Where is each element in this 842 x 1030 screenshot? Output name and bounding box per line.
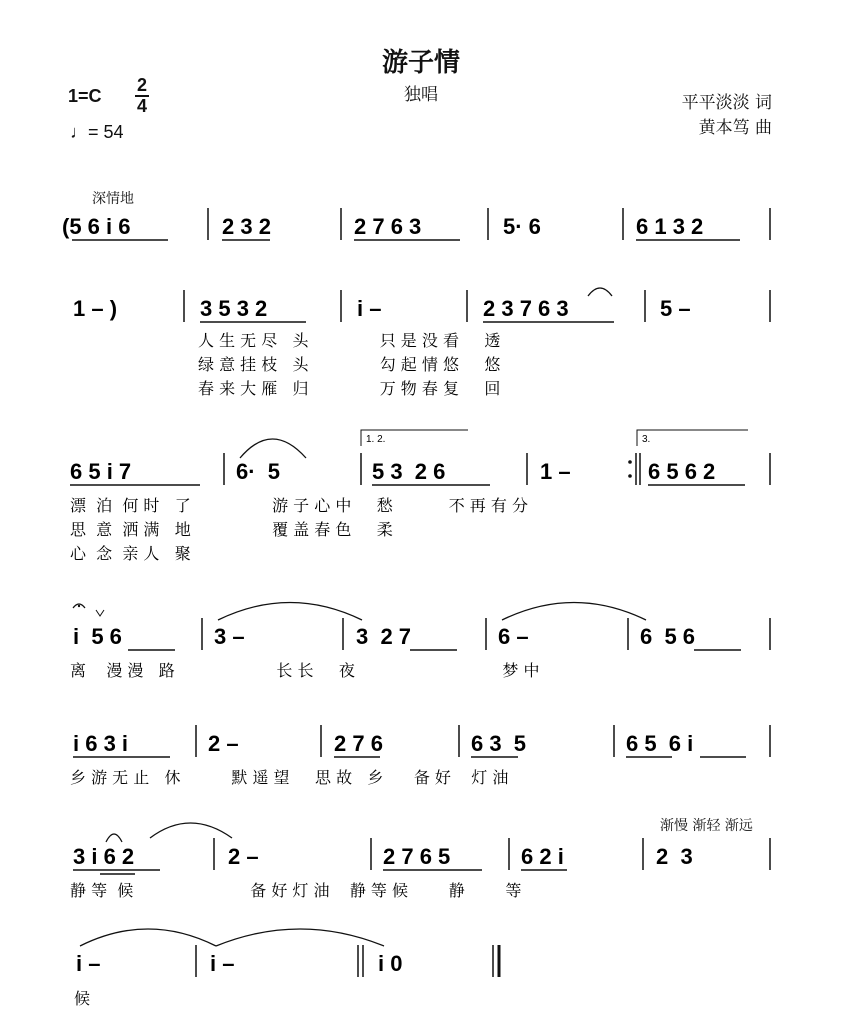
lyric-line: 乡 游 无 止 休 默 遥 望 思 故 乡 备 好 灯 油 <box>70 768 509 787</box>
tie <box>216 929 384 946</box>
note-group: 6 5 6 2 <box>648 459 716 484</box>
row-6 <box>70 823 770 900</box>
note-group: i 0 <box>378 951 403 976</box>
lyric-line: 离 漫 漫 路 长 长 夜 梦 中 <box>70 661 540 680</box>
note-group: 3 i 6 2 <box>73 844 135 869</box>
note-group: 6 5 i 7 <box>70 459 132 484</box>
fermata-dot <box>78 605 80 607</box>
row-1 <box>62 208 770 240</box>
tie <box>80 929 216 946</box>
slur <box>240 439 306 458</box>
composer-credit: 黄本笃 曲 <box>698 118 772 138</box>
row-2 <box>73 288 770 398</box>
note-group: 6 5 6 <box>640 624 696 649</box>
lyric-line: 漂 泊 何 时 了 游 子 心 中 愁 不 再 有 分 <box>70 496 528 515</box>
note-group: (5 6 i 6 <box>62 214 131 239</box>
note-group: 2 – <box>228 844 259 869</box>
row-5 <box>70 725 770 787</box>
note-group: 2 3 <box>656 844 693 869</box>
note-group: 2 – <box>208 731 239 756</box>
note-group: 6 3 5 <box>471 731 527 756</box>
note-group: 6 5 6 i <box>626 731 694 756</box>
repeat-dot <box>628 460 632 464</box>
note-group: i – <box>210 951 235 976</box>
time-numerator: 2 <box>136 75 147 95</box>
note-group: 1 – ) <box>73 296 118 321</box>
volta-label: 3. <box>642 434 651 445</box>
slur <box>588 288 612 296</box>
note-group: 5· 6 <box>503 214 541 239</box>
key-signature: 1=C <box>68 86 102 106</box>
lyric-line: 静 等 候 备 好 灯 油 静 等 候 静 等 <box>70 881 522 900</box>
tie <box>150 823 232 838</box>
repeat-dot <box>628 474 632 478</box>
note-group: 6 1 3 2 <box>636 214 704 239</box>
row-3 <box>70 430 770 563</box>
lyric-line: 候 <box>74 989 91 1008</box>
note-group: 2 7 6 3 <box>354 214 422 239</box>
lyricist-credit: 平平淡淡 词 <box>681 93 772 113</box>
note-group: 6 – <box>498 624 529 649</box>
note-group: i 6 3 i <box>73 731 129 756</box>
volta-bracket <box>637 430 748 446</box>
note-group: 3 2 7 <box>356 624 412 649</box>
lyric-line: 春 来 大 雁 归 万 物 春 复 回 <box>198 379 501 398</box>
volta-label: 1. 2. <box>366 434 386 445</box>
note-group: 2 7 6 5 <box>383 844 451 869</box>
note-group: 2 3 7 6 3 <box>483 296 569 321</box>
intro-expression: 深情地 <box>92 191 134 207</box>
tempo-value: = 54 <box>88 122 124 142</box>
song-subtitle: 独唱 <box>404 85 438 105</box>
note-group: i 5 6 <box>73 624 122 649</box>
note-group: 3 – <box>214 624 245 649</box>
note-group: 5 3 2 6 <box>372 459 446 484</box>
note-group: 3 5 3 2 <box>200 296 268 321</box>
ending-expression: 渐慢 渐轻 渐远 <box>660 818 753 834</box>
lyric-line: 人 生 无 尽 头 只 是 没 看 透 <box>198 331 501 350</box>
note-group: 1 – <box>540 459 571 484</box>
lyric-line: 心 念 亲 人 聚 <box>70 544 191 563</box>
row-7 <box>74 929 499 1008</box>
note-group: 5 – <box>660 296 691 321</box>
note-group: 2 7 6 <box>334 731 383 756</box>
tie <box>502 603 646 621</box>
song-title: 游子情 <box>381 48 460 78</box>
row-4 <box>70 603 770 681</box>
note-group: 6· 5 <box>236 459 281 484</box>
lyric-line: 绿 意 挂 枝 头 勾 起 情 悠 悠 <box>198 355 501 374</box>
note-group: i – <box>357 296 382 321</box>
lyric-line: 思 意 洒 满 地 覆 盖 春 色 柔 <box>70 520 393 539</box>
time-denominator: 4 <box>136 96 147 116</box>
slur <box>106 834 122 842</box>
note-group: 2 3 2 <box>222 214 271 239</box>
breath-mark-icon <box>96 610 104 616</box>
tie <box>218 603 362 621</box>
quarter-note-icon: ♩ <box>70 122 88 142</box>
note-group: i – <box>76 951 101 976</box>
note-group: 6 2 i <box>521 844 564 869</box>
